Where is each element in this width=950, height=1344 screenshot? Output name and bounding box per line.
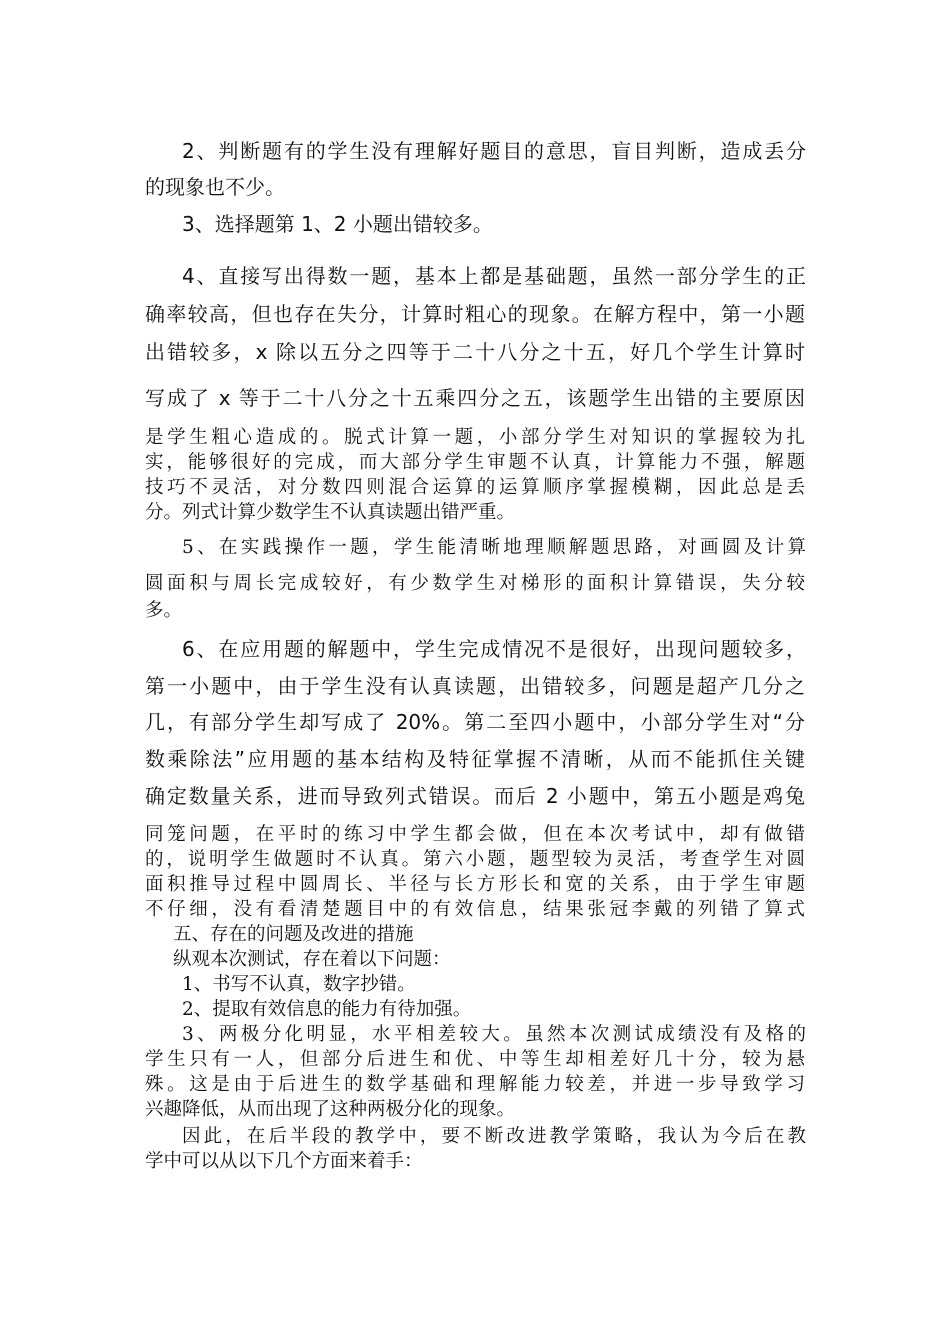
- list-item: 3、两极分化明显，水平相差较大。虽然本次测试成绩没有及格的: [182, 1024, 806, 1045]
- text-line: 的现象也不少。: [145, 175, 285, 199]
- text-line: 纵观本次测试，存在着以下问题：: [173, 949, 451, 970]
- text-line: 数乘除法”应用题的基本结构及特征掌握不清晰，从而不能抓住关键: [145, 747, 805, 771]
- text-line: 实，能够很好的完成，而大部分学生审题不认真，计算能力不强，解题: [145, 452, 805, 473]
- text-line: 6、在应用题的解题中，学生完成情况不是很好，出现问题较多，: [182, 637, 806, 661]
- text-line: 兴趣降低，从而出现了这种两极分化的现象。: [145, 1099, 516, 1120]
- text-line: 分。列式计算少数学生不认真读题出错严重。: [145, 502, 516, 523]
- text-line: 的，说明学生做题时不认真。第六小题，题型较为灵活，考查学生对圆: [145, 849, 805, 870]
- text-line: 第一小题中，由于学生没有认真读题，出错较多，问题是超产几分之: [145, 674, 805, 698]
- list-item: 1、书写不认真，数字抄错。: [182, 974, 416, 995]
- text-line: 几，有部分学生却写成了 20%。第二至四小题中，小部分学生对“分: [145, 710, 805, 734]
- text-line: 因此，在后半段的教学中，要不断改进教学策略，我认为今后在教: [182, 1126, 806, 1147]
- text-line: 不仔细，没有看清楚题目中的有效信息，结果张冠李戴的列错了算式: [145, 899, 805, 920]
- text-line: 殊。这是由于后进生的数学基础和理解能力较差，并进一步导致学习: [145, 1074, 805, 1095]
- text-line: 多。: [145, 600, 183, 621]
- text-line: 3、选择题第 1、2 小题出错较多。: [182, 212, 493, 236]
- list-item: 2、提取有效信息的能力有待加强。: [182, 999, 472, 1020]
- text-line: 5、在实践操作一题，学生能清晰地理顺解题思路，对画圆及计算: [182, 537, 806, 558]
- text-line: 出错较多，x 除以五分之四等于二十八分之十五，好几个学生计算时: [145, 340, 805, 364]
- text-line: 学生只有一人，但部分后进生和优、中等生却相差好几十分，较为悬: [145, 1049, 805, 1070]
- text-line: 写成了 x 等于二十八分之十五乘四分之五，该题学生出错的主要原因: [145, 386, 805, 410]
- section-heading: 五、存在的问题及改进的措施: [173, 924, 414, 945]
- text-line: 面积推导过程中圆周长、半径与长方形长和宽的关系，由于学生审题: [145, 874, 805, 895]
- text-line: 4、直接写出得数一题，基本上都是基础题，虽然一部分学生的正: [182, 264, 806, 288]
- text-line: 确率较高，但也存在失分，计算时粗心的现象。在解方程中，第一小题: [145, 302, 805, 326]
- text-line: 技巧不灵活，对分数四则混合运算的运算顺序掌握模糊，因此总是丢: [145, 477, 805, 498]
- text-line: 学中可以从以下几个方面来着手：: [145, 1151, 423, 1172]
- text-line: 圆面积与周长完成较好，有少数学生对梯形的面积计算错误，失分较: [145, 573, 805, 594]
- text-line: 确定数量关系，进而导致列式错误。而后 2 小题中，第五小题是鸡兔: [145, 784, 805, 808]
- text-line: 2、判断题有的学生没有理解好题目的意思，盲目判断，造成丢分: [182, 139, 806, 163]
- text-line: 是学生粗心造成的。脱式计算一题，小部分学生对知识的掌握较为扎: [145, 427, 805, 448]
- text-line: 同笼问题，在平时的练习中学生都会做，但在本次考试中，却有做错: [145, 824, 805, 845]
